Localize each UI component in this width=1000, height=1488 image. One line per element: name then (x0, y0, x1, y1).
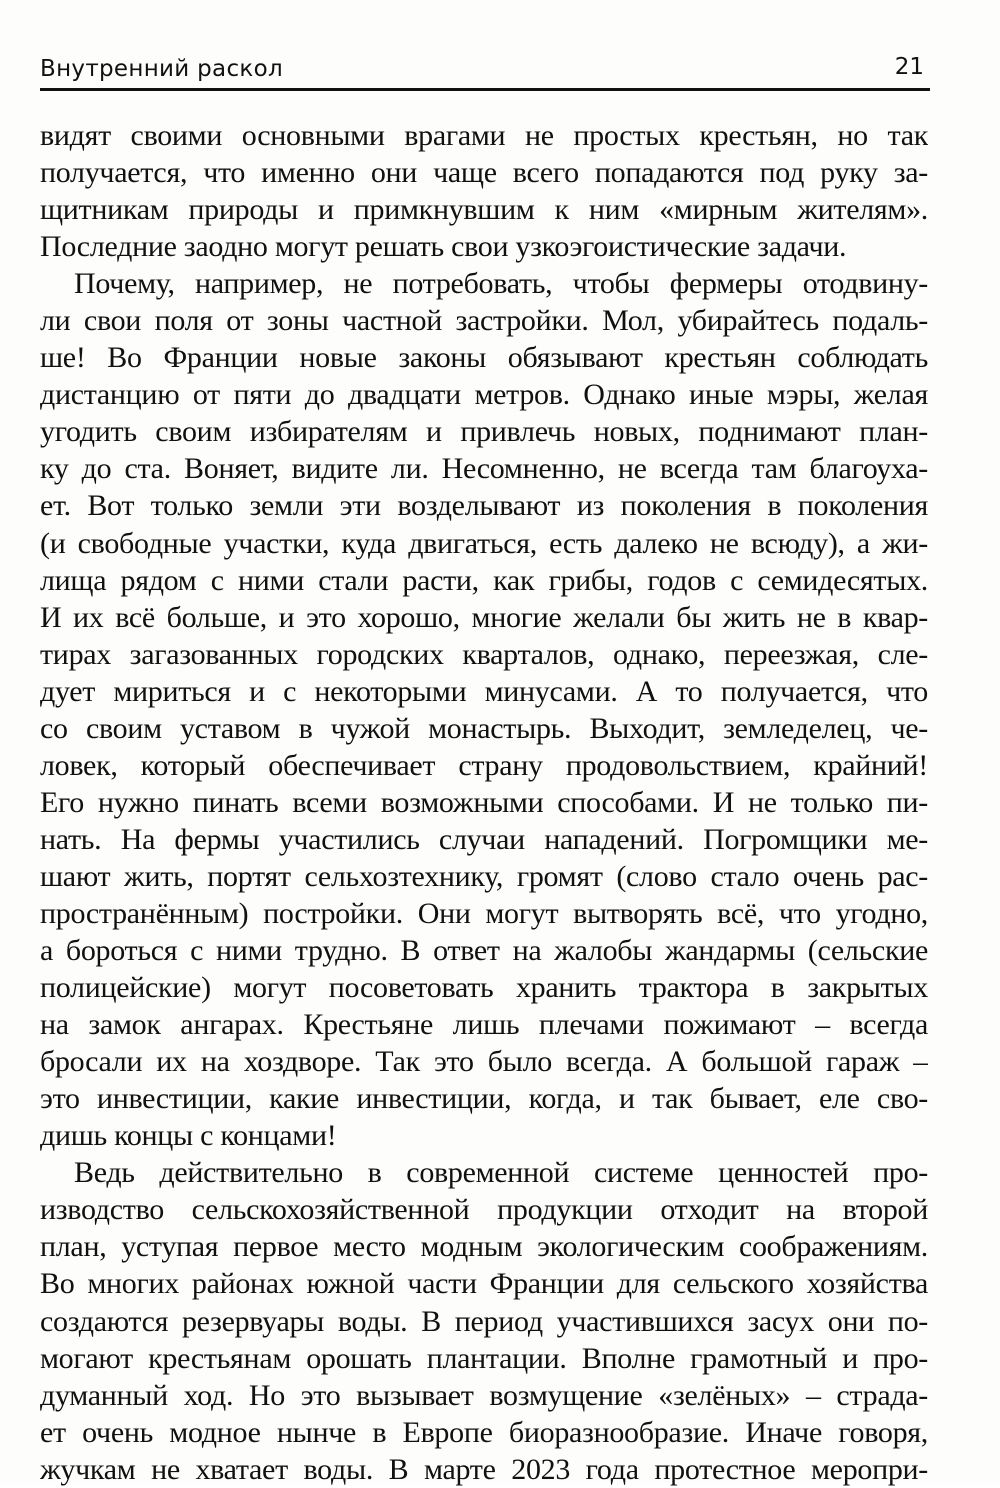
text-line: дистанцию от пяти до двадцати метров. Однако иные мэры, желая (40, 378, 928, 412)
text-line: (и свободные участки, куда двигаться, есть далеко не всюду), а жи- (40, 526, 928, 560)
text-line: шают жить, портят сельхозтехнику, громят (слово стало очень рас- (40, 859, 928, 893)
text-line: угодить своим избирателям и привлечь новых, поднимают план- (40, 415, 928, 449)
text-line: И их всё больше, и это хорошо, многие желали бы жить не в квар- (40, 600, 928, 634)
text-line: видят своими основными врагами не простых крестьян, но так (40, 119, 928, 152)
text-line: ловек, который обеспечивает страну продовольствием, крайний! (40, 748, 928, 782)
text-line: пространённым) постройки. Они могут вытворять всё, что угодно, (40, 896, 928, 930)
text-line: тирах загазованных городских кварталов, однако, переезжая, сле- (40, 637, 928, 671)
text-line: дует мириться и с некоторыми минусами. А то получается, что (40, 674, 928, 708)
text-line: ку до ста. Воняет, видите ли. Несомненно, не всегда там благоуха- (40, 452, 928, 486)
text-line: думанный ход. Но это вызывает возмущение «зелёных» – страда- (40, 1378, 928, 1412)
text-line: могают крестьянам орошать плантации. Вполне грамотный и про- (40, 1341, 928, 1375)
text-line: а бороться с ними трудно. В ответ на жалобы жандармы (сельские (40, 934, 928, 968)
body-text (40, 117, 928, 1488)
text-line: Его нужно пинать всеми возможными способами. И не только пи- (40, 785, 928, 819)
page-number: 21 (894, 54, 924, 80)
paragraph-first-line: Ведь действительно в современной системе ценностей про- (74, 1156, 928, 1190)
text-line: бросали их на хоздворе. Так это было всегда. А большой гараж – (40, 1045, 928, 1079)
text-line: нать. На фермы участились случаи нападений. Погромщики ме- (40, 822, 928, 856)
text-line: получается, что именно они чаще всего попадаются под руку за- (40, 156, 928, 190)
text-line: жучкам не хватает воды. В марте 2023 года протестное меропри- (40, 1452, 928, 1486)
text-line: ет. Вот только земли эти возделывают из поколения в поколения (40, 489, 928, 523)
text-line: ше! Во Франции новые законы обязывают крестьян соблюдать (40, 341, 928, 375)
text-line: со своим уставом в чужой монастырь. Выходит, земледелец, че- (40, 711, 928, 745)
text-line: лища рядом с ними стали расти, как грибы, годов с семидесятых. (40, 563, 928, 597)
text-line: ет очень модное нынче в Европе биоразнообразие. Иначе говоря, (40, 1415, 928, 1449)
text-line: создаются резервуары воды. В период участившихся засух они по- (40, 1304, 928, 1338)
paragraph-first-line: Почему, например, не потребовать, чтобы фермеры отодвину- (74, 267, 928, 301)
text-line: полицейские) могут посоветовать хранить трактора в закрытых (40, 971, 928, 1005)
text-line: щитникам природы и примкнувшим к ним «мирным жителям». (40, 193, 928, 227)
text-line: план, уступая первое место модным экологическим соображениям. (40, 1230, 928, 1264)
text-line: на замок ангарах. Крестьяне лишь плечами пожимают – всегда (40, 1008, 928, 1042)
text-line: Во многих районах южной части Франции для сельского хозяйства (40, 1267, 928, 1301)
text-line: изводство сельскохозяйственной продукции отходит на второй (40, 1193, 928, 1227)
running-header (40, 48, 930, 91)
text-line: дишь концы с концами! (40, 1119, 337, 1153)
text-line: ли свои поля от зоны частной застройки. Мол, убирайтесь подаль- (40, 304, 928, 338)
running-title: Внутренний раскол (40, 56, 283, 82)
text-line: Последние заодно могут решать свои узкоэгоистические задачи. (40, 230, 847, 264)
text-line: это инвестиции, какие инвестиции, когда, и так бывает, еле сво- (40, 1082, 928, 1116)
